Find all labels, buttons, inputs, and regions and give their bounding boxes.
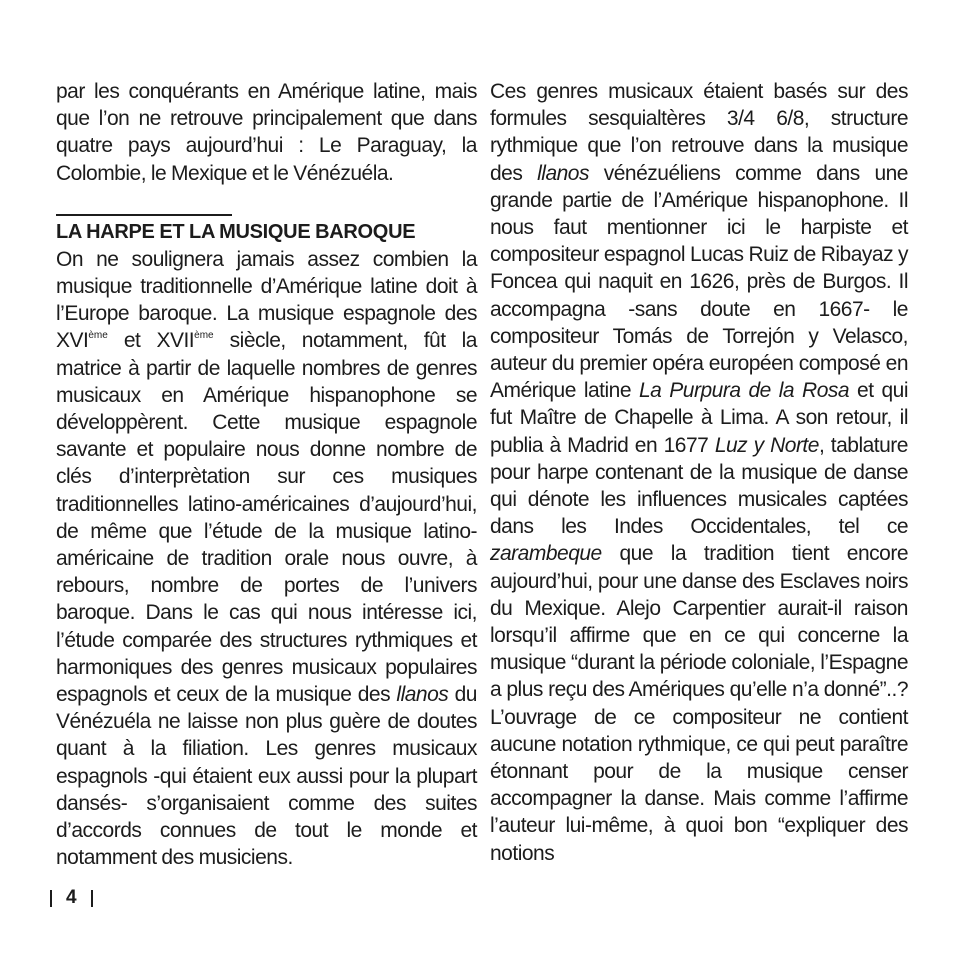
body-text: On ne soulignera jamais assez combien la musique traditionnelle d’Amérique latine doit à l’Europe baroque. La musique espagnole des XVI (56, 247, 477, 353)
italic-title: Luz y Norte (714, 433, 819, 457)
body-text: que la tradition tient encore aujourd’hui, pour une danse des Esclaves noirs du Mexique. Alejo Carpentier aurait-il raison lorsqu’il affirme que en ce qui concerne la musique “durant la période coloniale, l’Espagne a plus reçu des Amériques qu’elle n’a donné”..? L’ouvrage de ce compositeur ne contient aucune notation rythmique, ce qui peut paraître étonnant pour de la musique censer accompagner la danse. Mais comme l’affirme l’auteur lui-même, à quoi bon “expliquer des notions (490, 542, 908, 865)
body-text: du Vénézuéla ne laisse non plus guère de doutes quant à la filiation. Les genres musicaux espagnols -qui étaient eux aussi pour la plupart dansés- s’organisaient comme des suites d’accords connues de tout le monde et notamment des musiciens. (56, 683, 477, 870)
right-column (490, 78, 908, 867)
ordinal-superscript: ème (194, 330, 214, 342)
body-text: Ces genres musicaux étaient basés sur des formules sesquialtères 3/4 6/8, structure rythmique que l’on retrouve dans la musique des (490, 80, 908, 185)
folio-bar-right (91, 890, 93, 907)
body-text: , tablature pour harpe contenant de la musique de danse qui dénote les influences musicales captées dans les Indes Occidentales, tel ce (490, 433, 908, 539)
italic-term: zarambeque (490, 542, 602, 566)
italic-term: llanos (396, 683, 449, 707)
body-paragraph-right (490, 78, 908, 867)
intro-paragraph: par les conquérants en Amérique latine, mais que l’on ne retrouve principalement que dans quatre pays aujourd’hui : Le Paraguay, la Colombie, le Mexique et le Vénézuéla. (56, 80, 477, 185)
page-footer (50, 886, 93, 910)
page-number: 4 (66, 887, 77, 908)
body-text: vénézuéliens comme dans une grande partie de l’Amérique hispanophone. Il nous faut mentionner ici le harpiste et compositeur espagnol Lucas Ruiz de Ribayaz y Foncea qui naquit en 1626, près de Burgos. Il accompagna -sans doute en 1667- le compositeur Tomás de Torrejón y Velasco, auteur du premier opéra européen composé en Amérique latine (490, 161, 908, 403)
italic-term: llanos (537, 161, 589, 185)
body-text: et qui fut Maître de Chapelle à Lima. A son retour, il publia à Madrid en 1677 (490, 379, 909, 457)
body-paragraph-left (56, 246, 477, 872)
left-column (56, 78, 477, 871)
folio-bar-left (50, 890, 52, 907)
ordinal-superscript: ème (88, 330, 108, 342)
body-text: siècle, notamment, fût la matrice à partir de laquelle nombres de genres musicaux en Amérique hispanophone se développèrent. Cette musique espagnole savante et populaire nous donne nombre de clés d’interprètation sur ces musiques traditionnelles latino-américaines d’aujourd’hui, de même que l’étude de la musique latino-américaine de tradition orale nous ouvre, à rebours, nombre de portes de l’univers baroque. Dans le cas qui nous intéresse ici, l’étude comparée des structures rythmiques et harmoniques des genres musicaux populaires espagnols et ceux de la musique des (56, 329, 477, 707)
paragraph-gap (56, 187, 477, 214)
section-heading: LA HARPE ET LA MUSIQUE BAROQUE (56, 220, 416, 243)
body-text: et XVII (107, 329, 195, 353)
italic-title: La Purpura de la Rosa (638, 379, 850, 403)
section-rule (56, 214, 232, 216)
